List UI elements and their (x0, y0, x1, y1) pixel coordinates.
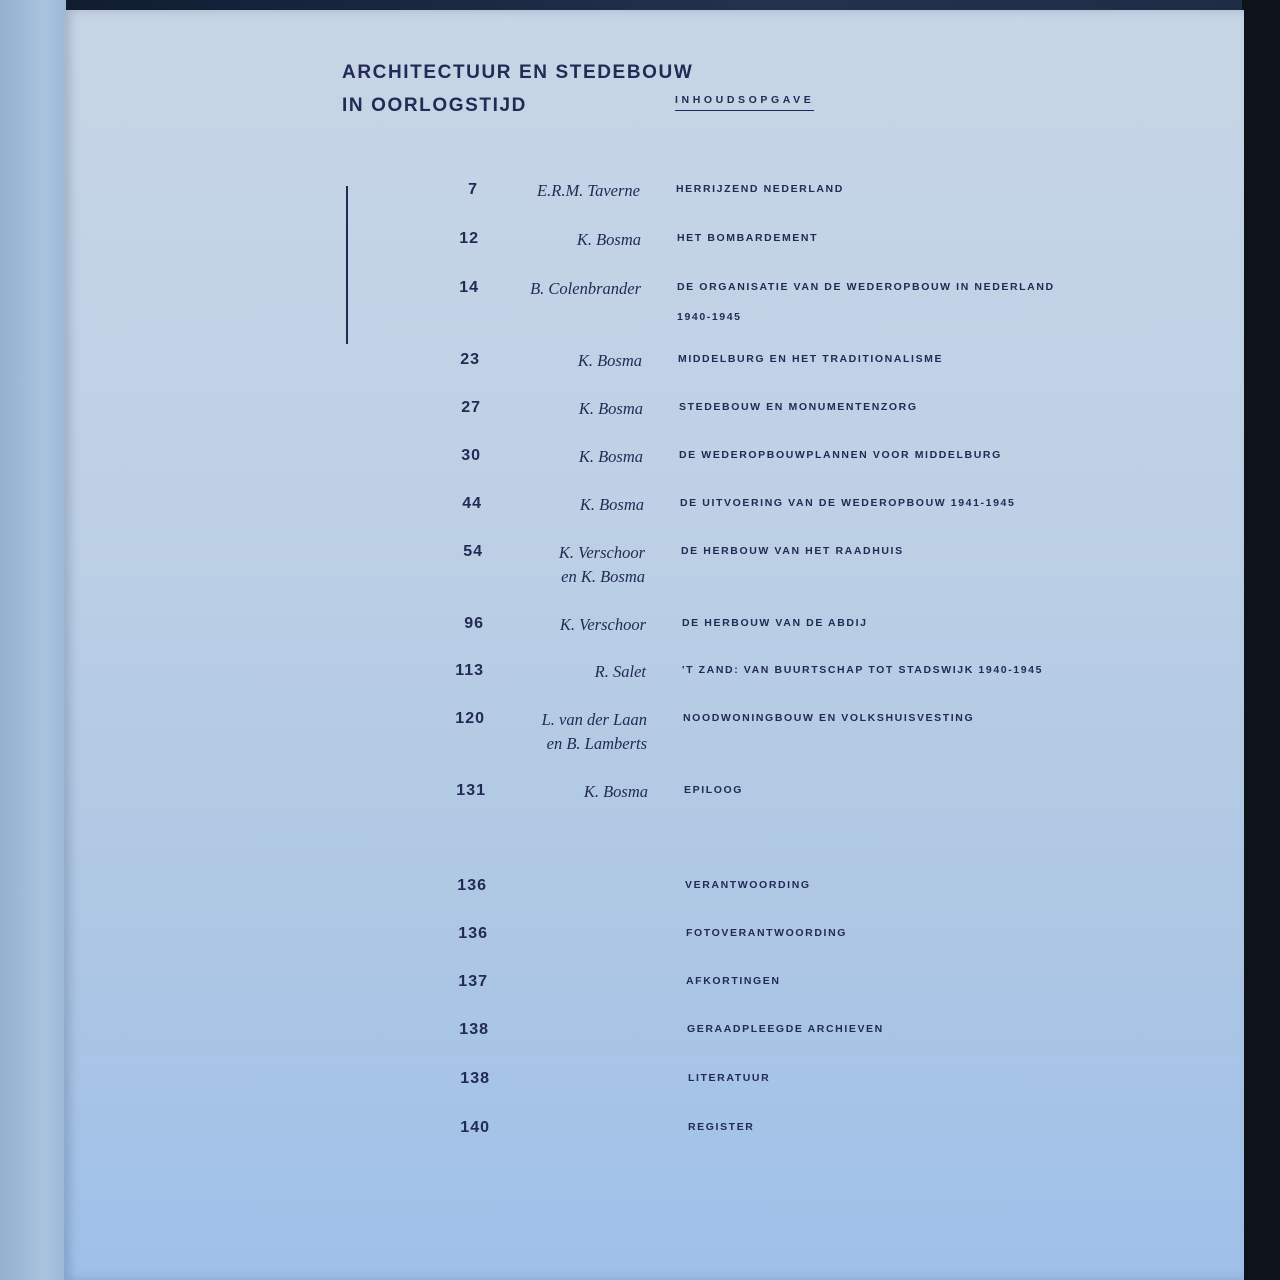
toc-author-line: B. Colenbrander (530, 279, 641, 298)
toc-chapter-title (685, 870, 1085, 900)
toc-author-line: K. Bosma (577, 351, 642, 370)
toc-chapter-title (677, 223, 1077, 253)
toc-author-line: K. Bosma (578, 399, 643, 418)
toc-chapter-title (679, 392, 1079, 422)
toc-author (441, 228, 641, 252)
toc-page-number: 136 (458, 925, 488, 942)
toc-page-number: 138 (460, 1070, 490, 1087)
toc-author-line: en K. Bosma (561, 567, 645, 586)
toc-author-line: K. Bosma (576, 230, 641, 249)
toc-page-number: 30 (461, 447, 481, 464)
toc-title-line: LITERATUUR (688, 1072, 771, 1084)
toc-page-number: 96 (464, 615, 484, 632)
toc-author-line: K. Bosma (578, 447, 643, 466)
toc-author-line: E.R.M. Taverne (537, 181, 640, 200)
toc-author-line: R. Salet (594, 662, 646, 681)
facing-page-edge (0, 0, 66, 1280)
toc-chapter-title (680, 488, 1080, 518)
toc-title-line: AFKORTINGEN (686, 975, 781, 987)
toc-title-line: DE ORGANISATIE VAN DE WEDEROPBOUW IN NEDERLAND (677, 281, 1055, 293)
toc-chapter-title (686, 918, 1086, 948)
toc-title-line: NOODWONINGBOUW EN VOLKSHUISVESTING (683, 712, 975, 724)
toc-author-line: en B. Lamberts (546, 734, 647, 753)
toc-author-line: L. van der Laan (541, 710, 647, 729)
toc-page-number: 44 (462, 495, 482, 512)
toc-title-line: VERANTWOORDING (685, 879, 811, 891)
toc-author (440, 179, 640, 203)
toc-page-number: 14 (459, 279, 479, 296)
toc-title-line: DE HERBOUW VAN DE ABDIJ (682, 617, 868, 629)
toc-title-line: HERRIJZEND NEDERLAND (676, 183, 844, 195)
toc-chapter-title (688, 1112, 1088, 1142)
toc-title-line: GERAADPLEEGDE ARCHIEVEN (687, 1023, 884, 1035)
toc-author (443, 445, 643, 469)
toc-page-number: 27 (461, 399, 481, 416)
toc-chapter-title (686, 966, 1086, 996)
book-title (342, 56, 693, 122)
toc-title-line: DE WEDEROPBOUWPLANNEN VOOR MIDDELBURG (679, 449, 1002, 461)
toc-title-line: 1940-1945 (677, 311, 742, 323)
toc-title-line: 'T ZAND: VAN BUURTSCHAP TOT STADSWIJK 1940-1945 (682, 664, 1044, 676)
toc-page-number: 138 (459, 1021, 489, 1038)
toc-author-line: K. Bosma (579, 495, 644, 514)
toc-author (445, 541, 645, 589)
toc-author (443, 397, 643, 421)
toc-title-line: HET BOMBARDEMENT (677, 232, 819, 244)
toc-page-number: 120 (455, 710, 485, 727)
toc-author (448, 780, 648, 804)
toc-title-line: DE HERBOUW VAN HET RAADHUIS (681, 545, 904, 557)
toc-author (446, 660, 646, 684)
toc-chapter-title (682, 608, 1082, 638)
toc-chapter-title (681, 536, 1081, 566)
toc-page-number: 137 (458, 973, 488, 990)
toc-page-number: 140 (460, 1119, 490, 1136)
toc-chapter-title (687, 1014, 1087, 1044)
toc-page-number: 131 (456, 782, 486, 799)
book-title-line-2: IN OORLOGSTIJD (342, 95, 527, 116)
toc-chapter-title (683, 703, 1083, 733)
toc-author (441, 277, 641, 301)
toc-author-line: K. Verschoor (558, 543, 645, 562)
toc-author-line: K. Bosma (583, 782, 648, 801)
margin-rule (346, 186, 348, 344)
toc-title-line: EPILOOG (684, 784, 744, 796)
toc-author-line: K. Verschoor (559, 615, 646, 634)
toc-page-number: 136 (457, 877, 487, 894)
toc-chapter-title (677, 272, 1077, 332)
toc-heading: INHOUDSOPGAVE (675, 94, 814, 111)
toc-page-number: 23 (460, 351, 480, 368)
toc-author (447, 708, 647, 756)
toc-title-line: DE UITVOERING VAN DE WEDEROPBOUW 1941-1945 (680, 497, 1016, 509)
toc-chapter-title (676, 174, 1076, 204)
toc-author (442, 349, 642, 373)
toc-chapter-title (682, 655, 1082, 685)
background-shadow (1242, 0, 1280, 1280)
toc-chapter-title (678, 344, 1078, 374)
toc-title-line: MIDDELBURG EN HET TRADITIONALISME (678, 353, 944, 365)
book-title-line-1: ARCHITECTUUR EN STEDEBOUW (342, 62, 694, 83)
toc-page-number: 54 (463, 543, 483, 560)
toc-chapter-title (688, 1063, 1088, 1093)
toc-title-line: STEDEBOUW EN MONUMENTENZORG (679, 401, 918, 413)
toc-title-line: REGISTER (688, 1121, 755, 1133)
toc-page-number: 12 (459, 230, 479, 247)
toc-author (444, 493, 644, 517)
toc-title-line: FOTOVERANTWOORDING (686, 927, 848, 939)
toc-chapter-title (684, 775, 1084, 805)
toc-author (446, 613, 646, 637)
toc-page-number: 113 (455, 662, 484, 679)
toc-page-number: 7 (468, 181, 478, 198)
toc-chapter-title (679, 440, 1079, 470)
